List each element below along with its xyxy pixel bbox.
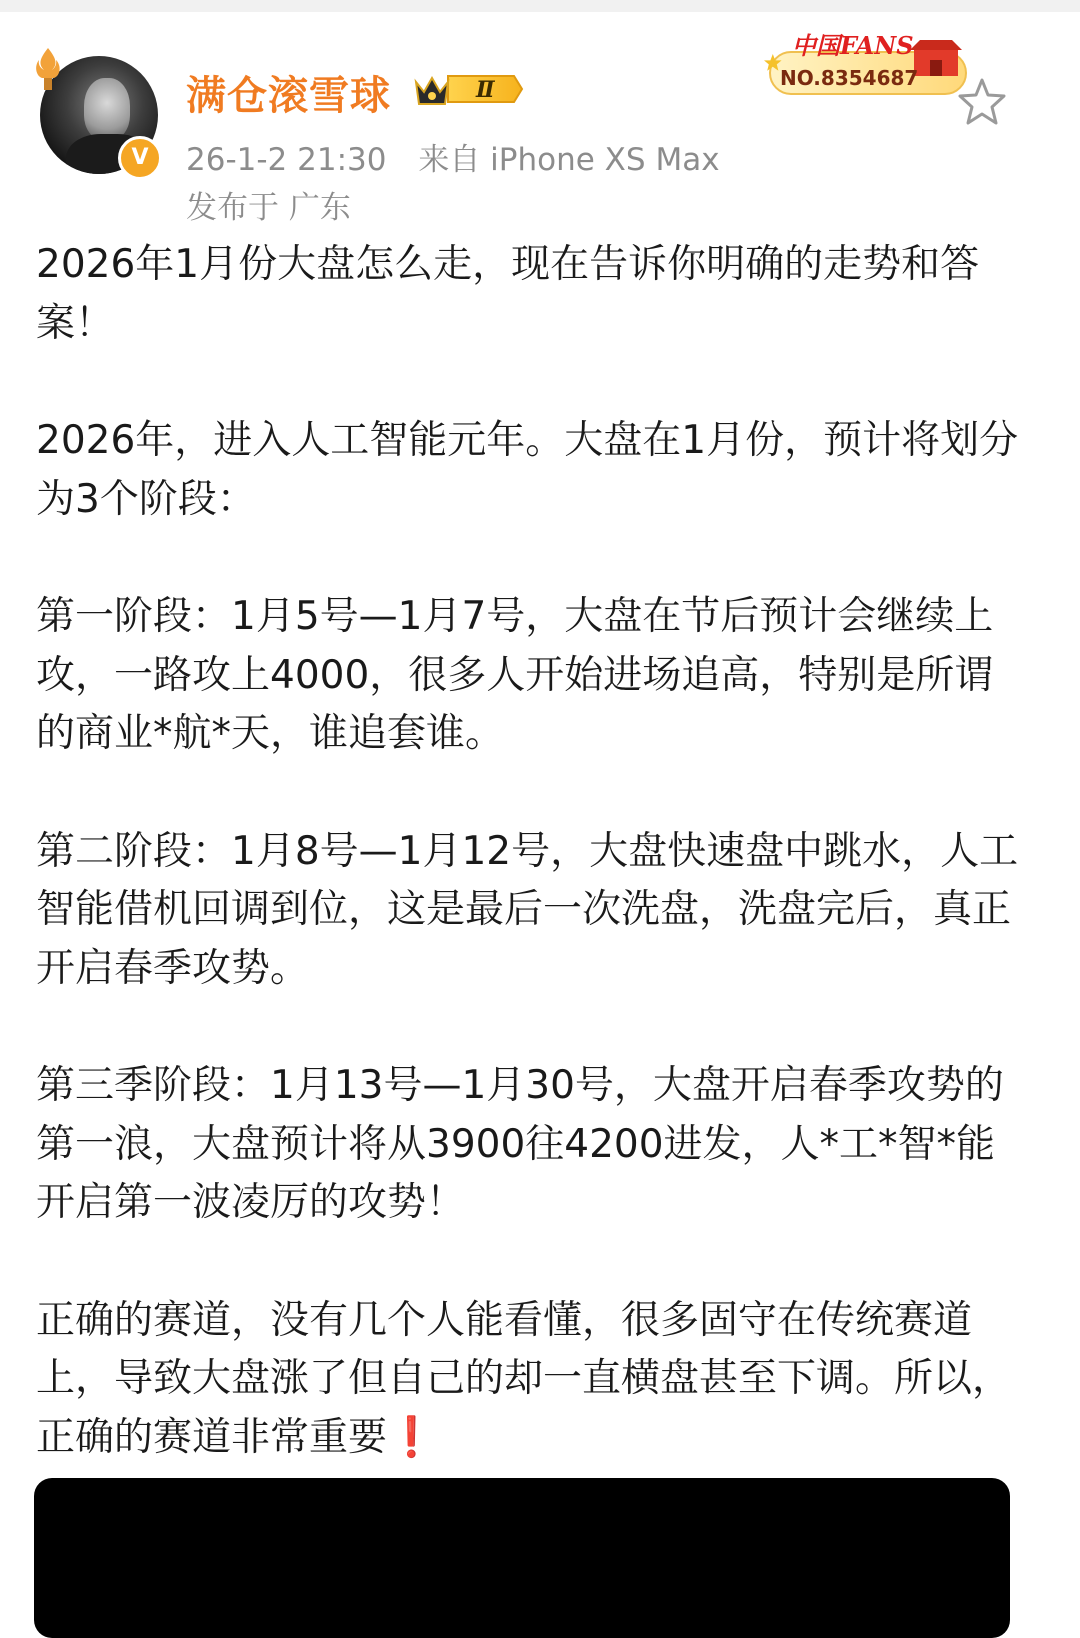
post-source: 来自 iPhone XS Max — [418, 142, 720, 178]
post-meta — [186, 134, 742, 179]
star-icon[interactable] — [956, 76, 1008, 128]
post-paragraph-3: 第一阶段：1月5号—1月7号，大盘在节后预计会继续上攻，一路攻上4000，很多人开始进场追高，特别是所谓的商业*航*天，谁追套谁。 — [36, 594, 994, 756]
post-paragraph-4: 第二阶段：1月8号—1月12号，大盘快速盘中跳水，人工智能借机回调到位，这是最后一次洗盘，洗盘完后，真正开启春季攻势。 — [36, 828, 1019, 991]
username[interactable]: 满仓滚雪球 — [186, 73, 391, 119]
post-paragraph-2: 2026年，进入人工智能元年。大盘在1月份，预计将划分为3个阶段： — [36, 418, 1019, 522]
rank-level-text: Ⅱ — [476, 77, 495, 103]
torch-icon — [30, 46, 66, 90]
fans-badge-number: NO.8354687 — [780, 66, 919, 90]
exclamation-icon: ❗ — [387, 1414, 436, 1460]
media-block[interactable] — [34, 1478, 1010, 1638]
post-header — [0, 12, 1080, 232]
avatar-container[interactable] — [30, 46, 168, 184]
post-timestamp: 26-1-2 21:30 — [186, 142, 387, 178]
china-fans-badge[interactable] — [762, 22, 974, 98]
fans-badge-title: 中国FANS — [792, 31, 914, 60]
verified-v-icon: V — [118, 136, 162, 180]
post-paragraph-1: 2026年1月份大盘怎么走，现在告诉你明确的走势和答案！ — [36, 242, 980, 346]
top-divider-bar — [0, 0, 1080, 12]
post-location: 发布于 广东 — [186, 190, 351, 226]
post-paragraph-6 — [36, 1292, 1022, 1468]
post-paragraph-5: 第三季阶段：1月13号—1月30号，大盘开启春季攻势的第一浪，大盘预计将从3900往4200进发，人*工*智*能开启第一波凌厉的攻势！ — [36, 1063, 1004, 1225]
post-body — [36, 236, 1022, 1526]
avatar-face — [84, 78, 130, 140]
post-paragraph-6-text: 正确的赛道，没有几个人能看懂，很多固守在传统赛道上，导致大盘涨了但自己的却一直横盘甚至下调。所以，正确的赛道非常重要 — [36, 1297, 1012, 1460]
crown-rank-icon[interactable] — [412, 68, 524, 110]
